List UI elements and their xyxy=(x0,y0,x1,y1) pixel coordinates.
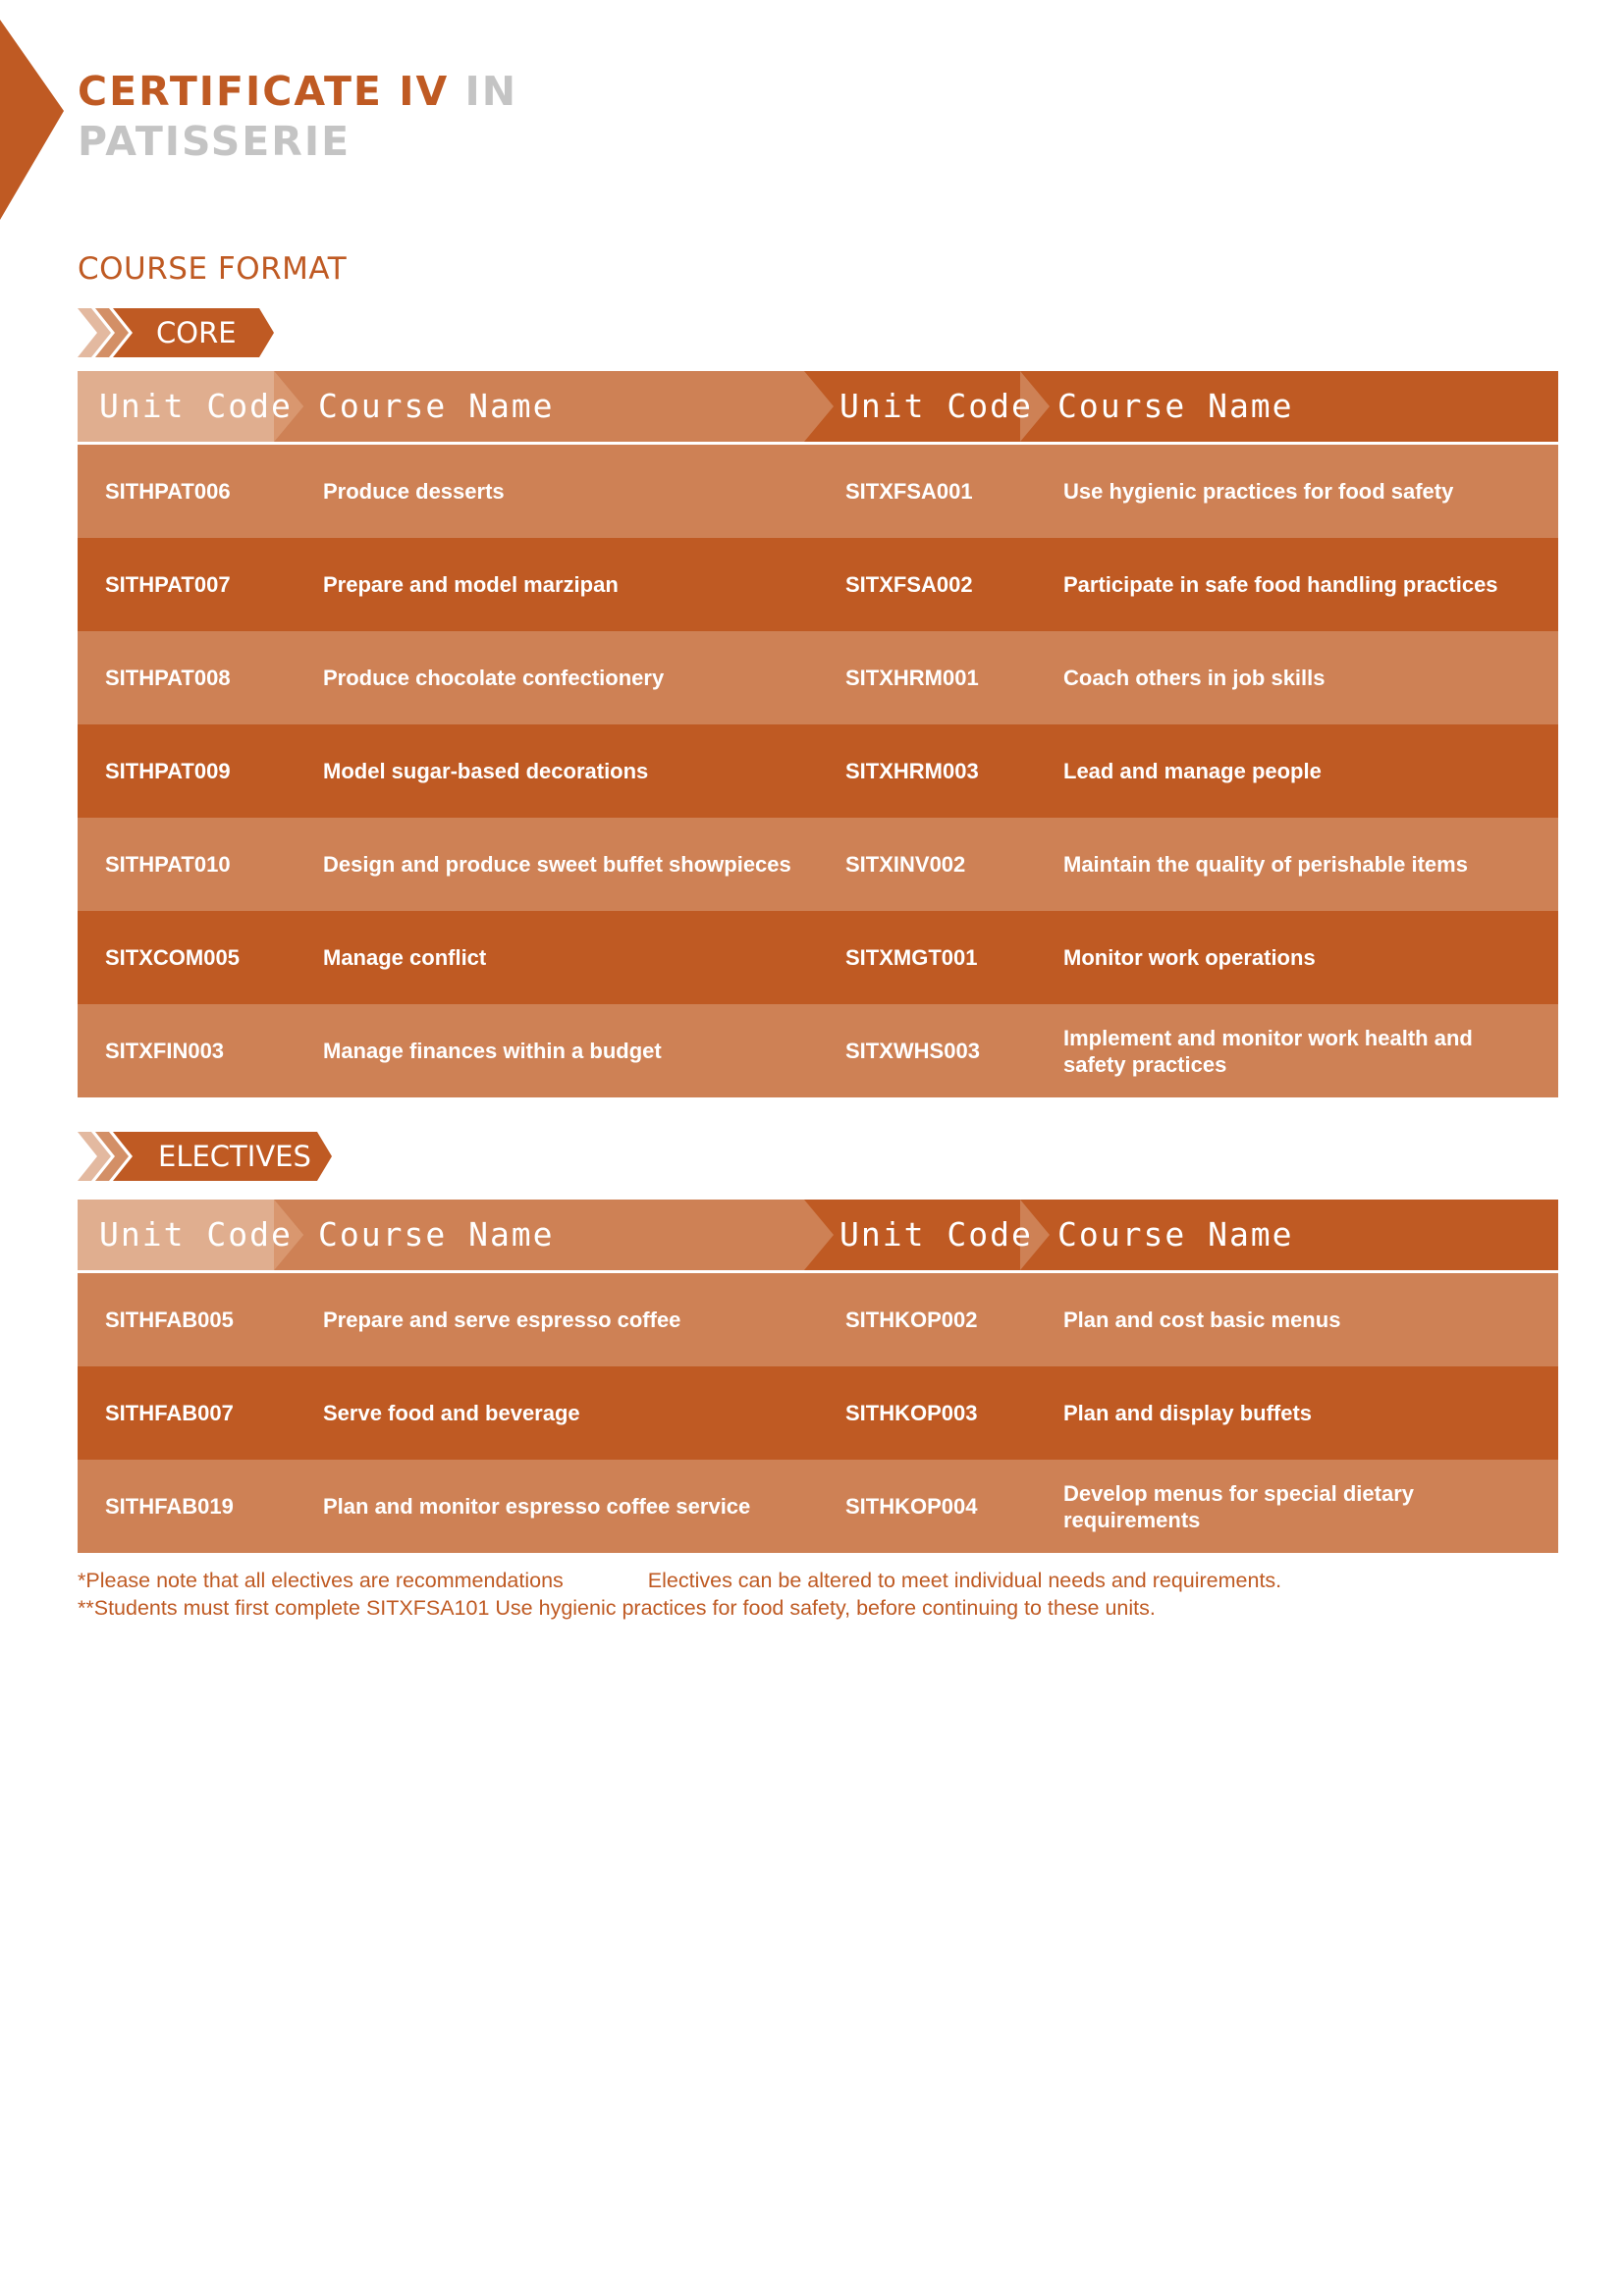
footnote-prerequisite: **Students must first complete SITXFSA101 Use hygienic practices for food safety, before continuing to these units. xyxy=(78,1596,1156,1620)
unit-code: SITXHRM001 xyxy=(845,666,979,690)
table-row xyxy=(78,1273,1558,1366)
unit-code: SITHPAT007 xyxy=(105,572,231,597)
course-name: Use hygienic practices for food safety xyxy=(1063,479,1454,504)
course-name: Manage conflict xyxy=(323,945,487,970)
course-name: Maintain the quality of perishable items xyxy=(1063,852,1468,877)
unit-code: SITXFIN003 xyxy=(105,1039,225,1063)
course-name: Implement and monitor work health and safety practices xyxy=(1063,1025,1473,1077)
page-title xyxy=(78,67,517,167)
course-format-heading: COURSE FORMAT xyxy=(78,251,348,287)
corner-chevron-decoration xyxy=(0,0,69,226)
table-row xyxy=(78,1460,1558,1553)
electives-header-course-name-1: Course Name xyxy=(318,1215,555,1254)
electives-header-unit-code-2: Unit Code xyxy=(839,1215,1033,1254)
course-name: Serve food and beverage xyxy=(323,1401,580,1425)
table-row xyxy=(78,818,1558,911)
electives-table xyxy=(78,1200,1558,1553)
electives-header-background xyxy=(78,1200,1558,1270)
course-name: Plan and display buffets xyxy=(1063,1401,1313,1425)
unit-code: SITXFSA002 xyxy=(845,572,973,597)
course-name: Model sugar-based decorations xyxy=(323,759,649,783)
core-header-course-name-2: Course Name xyxy=(1057,387,1294,425)
unit-code: SITHKOP002 xyxy=(845,1308,978,1332)
table-row xyxy=(78,911,1558,1004)
unit-code: SITHPAT010 xyxy=(105,852,231,877)
unit-code: SITXWHS003 xyxy=(845,1039,980,1063)
course-name: Lead and manage people xyxy=(1063,759,1322,783)
core-table xyxy=(78,371,1558,1097)
course-name: Prepare and serve espresso coffee xyxy=(323,1308,681,1332)
course-name: Plan and monitor espresso coffee service xyxy=(323,1494,751,1519)
table-row xyxy=(78,724,1558,818)
footnote-recommendations: *Please note that all electives are recommendations xyxy=(78,1569,564,1592)
table-row xyxy=(78,1004,1558,1097)
core-table-header xyxy=(78,371,1558,445)
table-row xyxy=(78,538,1558,631)
unit-code: SITXCOM005 xyxy=(105,945,240,970)
title-in: IN xyxy=(464,68,518,115)
core-header-background xyxy=(78,371,1558,442)
unit-code: SITHKOP004 xyxy=(845,1494,978,1519)
electives-tag xyxy=(78,1132,333,1181)
unit-code: SITXHRM003 xyxy=(845,759,979,783)
course-name: Plan and cost basic menus xyxy=(1063,1308,1341,1332)
unit-code: SITHFAB005 xyxy=(105,1308,234,1332)
core-header-unit-code-1: Unit Code xyxy=(99,387,293,425)
footnote-electives xyxy=(78,1567,1281,1594)
electives-table-header xyxy=(78,1200,1558,1273)
electives-header-unit-code-1: Unit Code xyxy=(99,1215,293,1254)
unit-code: SITXINV002 xyxy=(845,852,966,877)
core-header-course-name-1: Course Name xyxy=(318,387,555,425)
footnotes xyxy=(78,1567,1281,1622)
course-name: Prepare and model marzipan xyxy=(323,572,619,597)
unit-code: SITHKOP003 xyxy=(845,1401,978,1425)
unit-code: SITHPAT009 xyxy=(105,759,231,783)
unit-code: SITXMGT001 xyxy=(845,945,978,970)
core-tag-label: CORE xyxy=(156,316,237,349)
table-row xyxy=(78,1366,1558,1460)
course-name: Produce chocolate confectionery xyxy=(323,666,665,690)
course-name: Coach others in job skills xyxy=(1063,666,1326,690)
title-certificate: CERTIFICATE IV xyxy=(78,68,450,115)
electives-header-course-name-2: Course Name xyxy=(1057,1215,1294,1254)
course-name: Produce desserts xyxy=(323,479,505,504)
course-name: Monitor work operations xyxy=(1063,945,1316,970)
table-row xyxy=(78,445,1558,538)
course-name: Manage finances within a budget xyxy=(323,1039,662,1063)
footnote-altered: Electives can be altered to meet individual needs and requirements. xyxy=(647,1569,1282,1592)
core-header-unit-code-2: Unit Code xyxy=(839,387,1033,425)
electives-tag-label: ELECTIVES xyxy=(158,1140,311,1173)
course-name: Develop menus for special dietary requirements xyxy=(1063,1480,1415,1532)
unit-code: SITXFSA001 xyxy=(845,479,973,504)
unit-code: SITHFAB007 xyxy=(105,1401,234,1425)
unit-code: SITHPAT008 xyxy=(105,666,231,690)
title-patisserie: PATISSERIE xyxy=(78,118,352,165)
unit-code: SITHFAB019 xyxy=(105,1494,234,1519)
table-row xyxy=(78,631,1558,724)
unit-code: SITHPAT006 xyxy=(105,479,231,504)
course-name: Design and produce sweet buffet showpieces xyxy=(323,852,791,877)
core-tag xyxy=(78,308,274,357)
course-name: Participate in safe food handling practices xyxy=(1063,572,1498,597)
